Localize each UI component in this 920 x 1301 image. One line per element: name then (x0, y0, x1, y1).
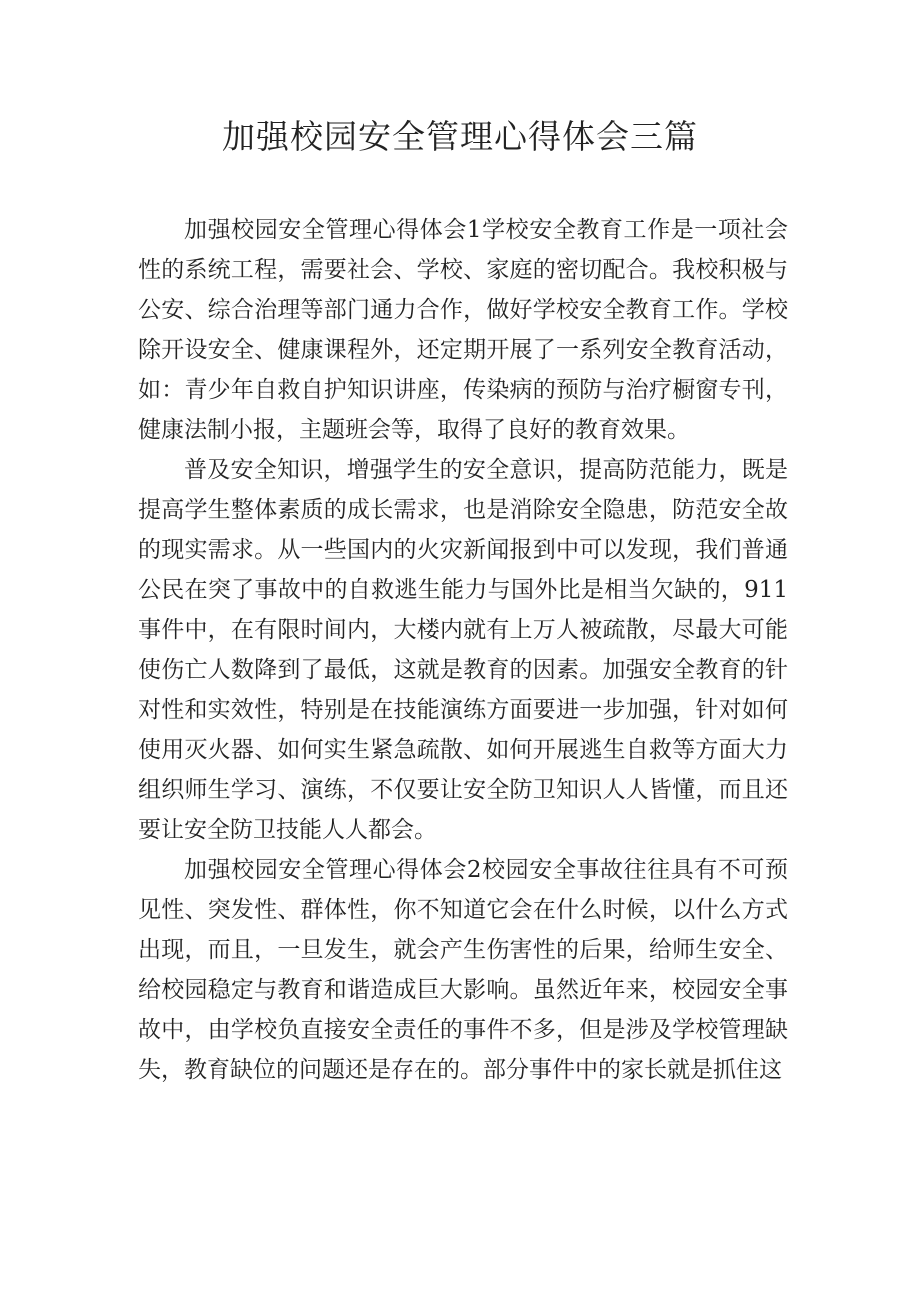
document-title: 加强校园安全管理心得体会三篇 (222, 117, 698, 156)
document-body (138, 210, 788, 1090)
paragraph-2: 普及安全知识，增强学生的安全意识，提高防范能力，既是提高学生整体素质的成长需求，也是消除安全隐患，防范安全故的现实需求。从一些国内的火灾新闻报到中可以发现，我们普通公民在突了事故中的自救逃生能力与国外比是相当欠缺的，911事件中，在有限时间内，大楼内就有上万人被疏散，尽最大可能使伤亡人数降到了最低，这就是教育的因素。加强安全教育的针对性和实效性，特别是在技能演练方面要进一步加强，针对如何使用灭火器、如何实生紧急疏散、如何开展逃生自救等方面大力组织师生学习、演练，不仅要让安全防卫知识人人皆懂，而且还要让安全防卫技能人人都会。 (138, 457, 788, 843)
paragraph-1: 加强校园安全管理心得体会1学校安全教育工作是一项社会性的系统工程，需要社会、学校、家庭的密切配合。我校积极与公安、综合治理等部门通力合作，做好学校安全教育工作。学校除开设安全、健康课程外，还定期开展了一系列安全教育活动，如：青少年自救自护知识讲座，传染病的预防与治疗橱窗专刊，健康法制小报，主题班会等，取得了良好的教育效果。 (138, 217, 788, 443)
paragraph-3: 加强校园安全管理心得体会2校园安全事故往往具有不可预见性、突发性、群体性，你不知道它会在什么时候，以什么方式出现，而且，一旦发生，就会产生伤害性的后果，给师生安全、给校园稳定与教育和谐造成巨大影响。虽然近年来，校园安全事故中，由学校负直接安全责任的事件不多，但是涉及学校管理缺失，教育缺位的问题还是存在的。部分事件中的家长就是抓住这 (138, 857, 788, 1083)
